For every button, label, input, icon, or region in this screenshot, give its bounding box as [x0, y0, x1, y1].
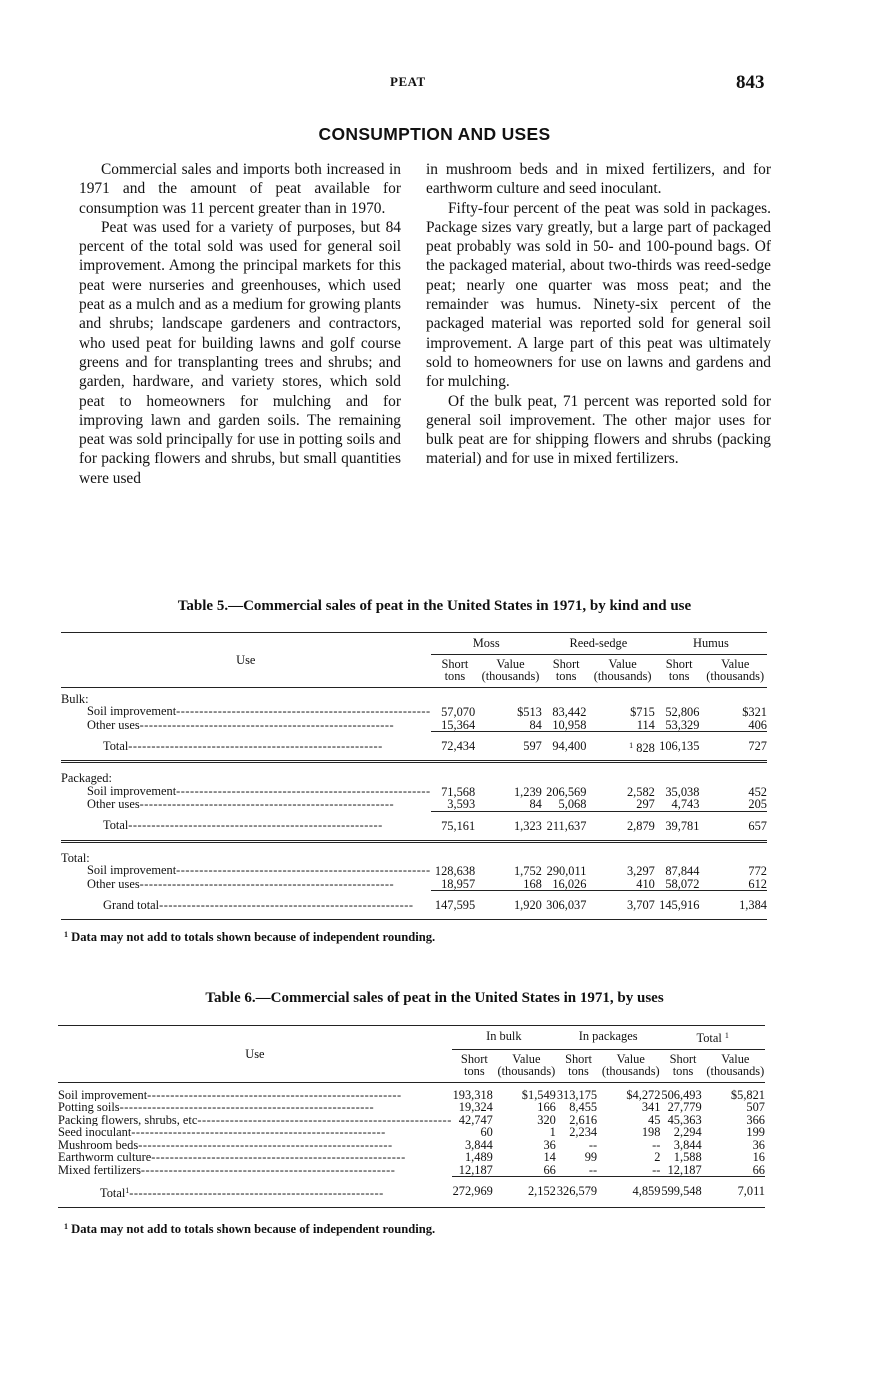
table-cell	[590, 732, 654, 762]
table-cell	[479, 878, 542, 891]
cell-value: 1,489	[464, 1150, 493, 1164]
cell-value: 94,400	[552, 739, 587, 753]
cell-value: 198	[641, 1125, 661, 1139]
cell-value: 2	[654, 1150, 661, 1164]
cell-value: 106,135	[659, 739, 700, 753]
cell-value: 45	[648, 1112, 661, 1127]
table-cell	[497, 1114, 556, 1127]
table-cell	[703, 878, 767, 891]
row-label	[58, 1082, 452, 1101]
dot-leader: -------------------------------------------------------	[139, 718, 395, 732]
total-row	[58, 1177, 765, 1208]
paragraph: Fifty-four percent of the peat was sold in packages. Package sizes vary greatly, but a large part of packaged peat probably was sold in 50- and 100-pound bags. Of the packaged material, about two-thirds was reed-sedge peat; nearly one quarter was moss peat; and the remainder was humus. Ninety-six percent of the packaged material was reported sold for general soil improvement. A large part of this peat was ultimately sold to homeowners for use on lawns and gardens and for mulching.	[426, 199, 771, 391]
table-cell	[590, 878, 654, 891]
cell-value: 1,323	[513, 818, 542, 833]
row-label	[61, 811, 431, 841]
table-row	[61, 719, 767, 732]
cell-value: 36	[543, 1137, 556, 1152]
column-header: Value (thousands)	[601, 1049, 660, 1082]
table-cell	[655, 719, 704, 732]
cell-value: 42,747	[458, 1112, 493, 1127]
cell-value: 58,072	[665, 876, 700, 891]
dot-leader: -------------------------------------------------------	[151, 1151, 406, 1164]
cell-value: 12,187	[458, 1162, 493, 1177]
column-header: Short tons	[655, 654, 704, 687]
table-cell	[556, 1177, 601, 1208]
row-label	[58, 1101, 452, 1114]
table-cell	[703, 705, 767, 719]
group-header: Moss	[431, 633, 542, 655]
table-cell	[542, 811, 591, 841]
table-cell	[655, 864, 704, 878]
table-cell	[601, 1082, 660, 1101]
table6	[58, 1025, 765, 1208]
cell-value: 99	[584, 1150, 598, 1164]
row-label	[61, 732, 431, 762]
table-cell	[601, 1164, 660, 1177]
cell-value: 205	[748, 797, 767, 811]
cell-value: 83,442	[552, 705, 587, 719]
table-cell	[542, 878, 591, 891]
footnote-mark: 1	[64, 930, 68, 939]
cell-value: 53,329	[665, 717, 700, 732]
cell-value: --	[588, 1137, 598, 1152]
column-header: Short tons	[452, 1049, 497, 1082]
cell-value: 272,969	[452, 1184, 493, 1198]
row-label-text: Seed inoculant	[58, 1126, 132, 1139]
cell-value: 15,364	[441, 717, 476, 732]
cell-value: 206,569	[546, 784, 587, 799]
footnote-text: Data may not add to totals shown because of independent rounding.	[71, 930, 436, 944]
row-label-text: Total	[103, 818, 129, 832]
table-cell	[590, 719, 654, 732]
cell-value: 5,068	[558, 797, 587, 811]
table-cell	[431, 719, 480, 732]
cell-value: 4,743	[671, 797, 700, 811]
cell-value: 35,038	[665, 784, 700, 799]
table-cell	[431, 878, 480, 891]
table-cell	[497, 1082, 556, 1101]
group-header	[660, 1026, 765, 1050]
row-label	[61, 705, 431, 719]
row-label-text: Other uses	[87, 798, 140, 811]
cell-value: 193,318	[452, 1087, 493, 1102]
row-label-text: Earthworm culture	[58, 1151, 152, 1164]
running-title: PEAT	[390, 74, 426, 89]
cell-value: 19,324	[458, 1100, 493, 1114]
table-cell	[660, 1082, 705, 1101]
cell-value: 657	[748, 818, 767, 833]
cell-value: $1,549	[521, 1087, 556, 1102]
cell-value: 57,070	[441, 705, 476, 719]
column-header: Value (thousands)	[706, 1049, 765, 1082]
table-cell	[703, 732, 767, 762]
cell-value: 84	[529, 797, 542, 811]
cell-value: 168	[523, 876, 542, 891]
table-cell	[431, 785, 480, 799]
cell-value: 52,806	[665, 705, 700, 719]
table-cell	[479, 785, 542, 799]
cell-value: 2,879	[626, 818, 655, 833]
cell-value: $715	[630, 705, 655, 719]
page-number: 843	[736, 72, 765, 93]
dot-leader: -------------------------------------------------------	[131, 1126, 386, 1139]
table5-footnote	[64, 930, 435, 945]
group-header: Reed-sedge	[542, 633, 655, 655]
table-row	[61, 864, 767, 878]
table-cell	[590, 811, 654, 841]
cell-value: 3,297	[626, 864, 655, 878]
table-cell	[703, 864, 767, 878]
section-heading-row	[61, 687, 767, 705]
cell-value: 71,568	[441, 784, 476, 799]
table-cell	[655, 785, 704, 799]
table-cell	[431, 732, 480, 762]
table-row	[58, 1082, 765, 1101]
cell-value: 507	[746, 1100, 765, 1114]
footnote-mark: 1	[125, 1185, 130, 1195]
cell-value: 36	[752, 1137, 765, 1152]
group-header: Humus	[655, 633, 767, 655]
row-label	[61, 878, 431, 891]
row-label	[58, 1151, 452, 1164]
use-header: Use	[61, 633, 431, 688]
cell-value: 2,294	[673, 1125, 702, 1139]
cell-value: 14	[543, 1150, 556, 1164]
cell-value: 166	[537, 1100, 556, 1114]
column-header: Short tons	[542, 654, 591, 687]
cell-value: 1,752	[513, 864, 542, 878]
cell-value: 7,011	[737, 1184, 765, 1198]
dot-leader: -------------------------------------------------------	[176, 784, 431, 798]
table-cell	[556, 1082, 601, 1101]
table-cell	[479, 732, 542, 762]
table-cell	[590, 785, 654, 799]
cell-value: $321	[742, 705, 767, 719]
dot-leader: -------------------------------------------------------	[139, 798, 395, 811]
cell-value: 597	[523, 739, 542, 753]
table-cell	[655, 798, 704, 811]
cell-value: 147,595	[434, 898, 476, 912]
table-cell	[542, 732, 591, 762]
paragraph: Commercial sales and imports both increased in 1971 and the amount of peat available for consumption was 11 percent greater than in 1970.	[79, 161, 401, 217]
row-label-text: Packing flowers, shrubs, etc	[58, 1113, 198, 1126]
cell-value: 27,779	[667, 1100, 702, 1114]
cell-value: 2,152	[527, 1184, 556, 1198]
use-header: Use	[58, 1026, 452, 1083]
row-label	[58, 1164, 452, 1177]
column-header: Value (thousands)	[703, 654, 767, 687]
row-label-text: Mixed fertilizers	[58, 1163, 141, 1177]
table-cell	[479, 864, 542, 878]
table-cell	[452, 1164, 497, 1177]
table-row	[61, 785, 767, 799]
cell-value: 128,638	[434, 864, 476, 878]
table-cell	[655, 705, 704, 719]
cell-value: 12,187	[667, 1162, 702, 1177]
column-header: Value (thousands)	[479, 654, 542, 687]
cell-value: 4,859	[632, 1184, 661, 1198]
row-label	[61, 798, 431, 811]
cell-value: 341	[641, 1100, 661, 1114]
cell-value: 114	[636, 717, 655, 732]
section-heading-row	[61, 762, 767, 785]
cell-value: 290,011	[546, 864, 587, 878]
cell-value: 8,455	[569, 1100, 598, 1114]
dot-leader: -------------------------------------------------------	[128, 818, 383, 832]
cell-value: 39,781	[665, 818, 700, 833]
cell-value: --	[652, 1137, 661, 1152]
cell-value: 3,844	[673, 1137, 702, 1152]
section-title: CONSUMPTION AND USES	[318, 124, 551, 144]
cell-value: 2,616	[569, 1112, 598, 1127]
table-cell	[556, 1164, 601, 1177]
row-label-text: Potting soils	[58, 1101, 120, 1114]
cell-value: 211,637	[546, 818, 587, 833]
row-label	[61, 891, 431, 920]
table-cell	[706, 1082, 765, 1101]
row-label	[58, 1177, 452, 1208]
cell-value: 1,239	[513, 784, 542, 799]
table-cell	[431, 705, 480, 719]
footnote-mark: 1	[64, 1222, 68, 1231]
row-label	[58, 1114, 452, 1127]
table-cell	[497, 1164, 556, 1177]
total-row	[61, 891, 767, 920]
row-label-text: Total	[100, 1185, 126, 1200]
table-cell	[479, 719, 542, 732]
dot-leader: -------------------------------------------------------	[119, 1101, 375, 1114]
cell-value: 410	[636, 876, 655, 891]
cell-value: 3,844	[464, 1137, 493, 1152]
column-header: Value (thousands)	[590, 654, 654, 687]
column-header: Value (thousands)	[497, 1049, 556, 1082]
cell-value: 612	[748, 876, 767, 891]
cell-value: 10,958	[552, 717, 587, 732]
cell-value: 326,579	[556, 1184, 598, 1198]
cell-value: 320	[537, 1112, 556, 1127]
table-cell	[703, 811, 767, 841]
row-label-text: Soil improvement	[58, 1087, 148, 1101]
group-label: Total	[696, 1031, 722, 1045]
right-column	[426, 160, 771, 469]
dot-leader: -------------------------------------------------------	[128, 738, 383, 753]
table-cell	[431, 891, 480, 920]
dot-leader: -------------------------------------------------------	[140, 1163, 396, 1177]
dot-leader: -------------------------------------------------------	[129, 1185, 384, 1200]
section-heading: Packaged:	[61, 762, 767, 785]
table-cell	[703, 719, 767, 732]
cell-value: 87,844	[665, 864, 700, 878]
table-cell	[660, 1164, 705, 1177]
group-header: In packages	[556, 1026, 661, 1050]
row-label-text: Mushroom beds	[58, 1138, 139, 1151]
column-header: Short tons	[660, 1049, 705, 1082]
cell-value: 297	[636, 797, 655, 811]
cell-value: $4,272	[626, 1087, 661, 1102]
table-cell	[431, 798, 480, 811]
table-row	[61, 798, 767, 811]
left-column	[79, 160, 401, 488]
page-header	[0, 72, 869, 96]
footnote-mark: 1	[724, 1031, 729, 1040]
dot-leader: -------------------------------------------------------	[147, 1087, 402, 1101]
cell-value: 66	[752, 1162, 765, 1177]
cell-value: 727	[748, 739, 767, 753]
row-label	[61, 864, 431, 878]
table-cell	[542, 705, 591, 719]
row-label	[58, 1126, 452, 1139]
cell-value: 2,234	[569, 1125, 598, 1139]
table-cell	[703, 798, 767, 811]
table-cell	[452, 1177, 497, 1208]
table-cell	[542, 785, 591, 799]
cell-value: 16	[752, 1150, 765, 1164]
cell-value: --	[588, 1162, 598, 1177]
row-label	[58, 1139, 452, 1152]
cell-value: 599,548	[661, 1184, 702, 1198]
dot-leader: -------------------------------------------------------	[176, 864, 431, 877]
table-cell	[497, 1177, 556, 1208]
table-cell	[655, 891, 704, 920]
footnote-text: Data may not add to totals shown because of independent rounding.	[71, 1222, 436, 1236]
table-cell	[590, 864, 654, 878]
paragraph: in mushroom beds and in mixed fertilizers, and for earthworm culture and seed inoculant.	[426, 161, 771, 198]
table-cell	[452, 1082, 497, 1101]
cell-value: 506,493	[661, 1087, 702, 1102]
cell-value: 306,037	[546, 898, 587, 912]
row-label-text: Soil improvement	[87, 784, 177, 798]
table6-footnote	[64, 1222, 435, 1237]
table-cell	[542, 798, 591, 811]
cell-value: 16,026	[552, 876, 587, 891]
cell-value: 3,707	[626, 898, 655, 912]
table-cell	[655, 878, 704, 891]
cell-value: 84	[529, 717, 542, 732]
cell-value: 1,588	[673, 1150, 702, 1164]
table5	[61, 632, 767, 920]
row-label-text: Soil improvement	[87, 705, 177, 718]
paragraph: Of the bulk peat, 71 percent was reported sold for general soil improvement. The other major uses for bulk peat are for shipping flowers and shrubs (packing material) and for use in mixed fertilizers.	[426, 392, 771, 468]
cell-value: 452	[748, 784, 767, 799]
cell-value: 828	[636, 741, 655, 755]
cell-value: 145,916	[659, 898, 700, 912]
dot-leader: -------------------------------------------------------	[176, 705, 431, 718]
table-cell	[542, 891, 591, 920]
column-header: Short tons	[556, 1049, 601, 1082]
column-header: Short tons	[431, 654, 480, 687]
cell-value: $5,821	[730, 1087, 765, 1102]
dot-leader: -------------------------------------------------------	[197, 1113, 452, 1126]
table-row	[61, 705, 767, 719]
table-cell	[601, 1139, 660, 1152]
row-label-text: Other uses	[87, 877, 140, 891]
table-cell	[590, 891, 654, 920]
table6-title: Table 6.—Commercial sales of peat in the United States in 1971, by uses	[205, 990, 664, 1006]
dot-leader: -------------------------------------------------------	[138, 1138, 393, 1151]
paragraph: Peat was used for a variety of purposes, but 84 percent of the total sold was used for general soil improvement. Among the principal markets for this peat were nurseries and greenhouses, which used peat as a mulch and as a medium for growing plants and shrubs; landscape gardeners and contractors, who used peat for building lawns and golf course greens and for transplanting trees and shrubs; and garden, hardware, and variety stores, which sold peat to homeowners for mulching and for improving lawn and garden soils. The remaining peat was sold principally for use in potting soils and for packing flowers and shrubs, but small quantities were used	[79, 218, 401, 487]
table-cell	[655, 811, 704, 841]
table-cell	[703, 785, 767, 799]
row-label	[61, 719, 431, 732]
cell-value: 75,161	[441, 818, 476, 833]
table-cell	[479, 811, 542, 841]
cell-value: 3,593	[447, 797, 476, 811]
row-label	[61, 785, 431, 799]
cell-value: $513	[517, 705, 542, 719]
section-heading-row	[61, 841, 767, 864]
table-cell	[590, 798, 654, 811]
cell-value: 313,175	[556, 1087, 598, 1102]
section-heading: Total:	[61, 841, 767, 864]
table-cell	[431, 864, 480, 878]
cell-value: 1	[549, 1125, 556, 1139]
table-row	[58, 1164, 765, 1177]
row-label-text: Other uses	[87, 718, 140, 732]
table-cell	[706, 1164, 765, 1177]
group-header: In bulk	[452, 1026, 556, 1050]
table-cell	[479, 705, 542, 719]
table-cell	[479, 798, 542, 811]
total-row	[61, 811, 767, 841]
section-heading: Bulk:	[61, 691, 89, 705]
table-cell	[479, 891, 542, 920]
dot-leader: -------------------------------------------------------	[139, 877, 395, 891]
table-cell	[542, 719, 591, 732]
cell-value: 772	[748, 864, 767, 878]
cell-value: 60	[480, 1125, 493, 1139]
cell-value: --	[652, 1162, 661, 1177]
table-row	[61, 878, 767, 891]
cell-value: 45,363	[667, 1112, 702, 1127]
table-cell	[601, 1177, 660, 1208]
table5-title: Table 5.—Commercial sales of peat in the United States in 1971, by kind and use	[177, 598, 692, 614]
table-cell	[655, 732, 704, 762]
total-row	[61, 732, 767, 762]
cell-value: 2,582	[626, 784, 655, 799]
table-cell	[542, 864, 591, 878]
table-cell	[431, 811, 480, 841]
table-cell	[590, 705, 654, 719]
dot-leader: -------------------------------------------------------	[159, 897, 414, 912]
table-cell	[660, 1177, 705, 1208]
table-cell	[706, 1177, 765, 1208]
table-cell	[703, 891, 767, 920]
cell-value: 18,957	[441, 876, 476, 891]
row-label-text: Soil improvement	[87, 864, 177, 877]
cell-value: 1,920	[513, 898, 542, 912]
footnote-mark: 1	[629, 741, 634, 750]
cell-value: 1,384	[739, 898, 767, 912]
cell-value: 66	[543, 1162, 556, 1177]
cell-value: 199	[746, 1125, 765, 1139]
row-label-text: Total	[103, 738, 129, 753]
cell-value: 406	[748, 717, 767, 732]
cell-value: 72,434	[441, 739, 476, 753]
cell-value: 366	[746, 1112, 765, 1127]
row-label-text: Grand total	[103, 897, 160, 912]
